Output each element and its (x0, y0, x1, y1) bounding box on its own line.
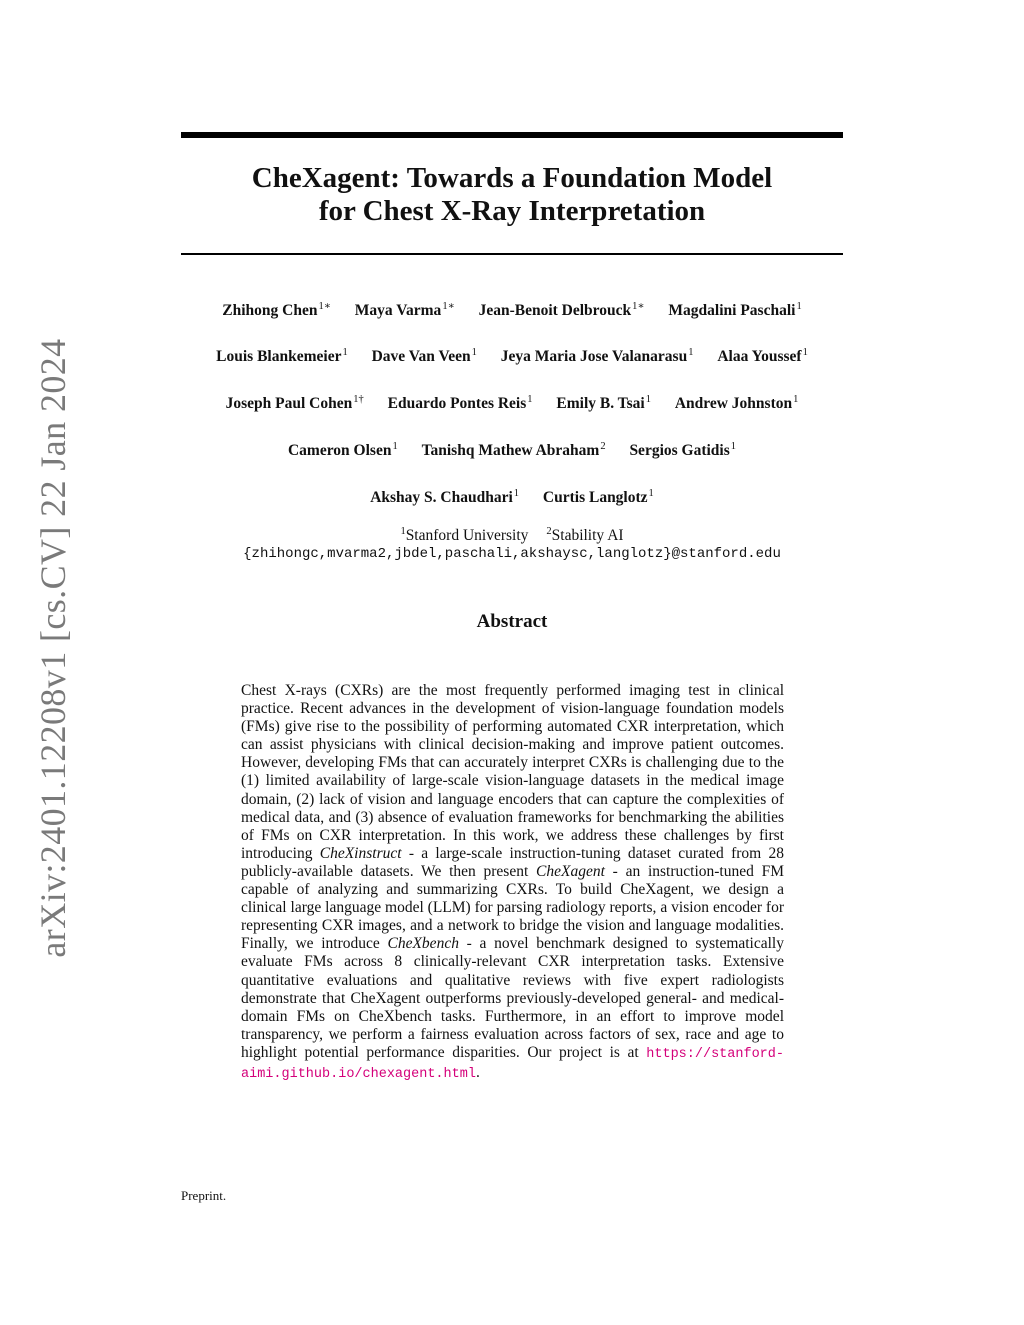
author-row-3 (181, 394, 843, 413)
affiliation-stability: Stability AI (551, 527, 624, 545)
author: Dave Van Veen$^1$ (371, 347, 477, 366)
author: Joseph Paul Cohen$^{1\dagger}$ (225, 394, 364, 413)
author: Akshay S. Chaudhari$^1$ (370, 488, 520, 507)
author: Eduardo Pontes Reis$^1$ (387, 394, 533, 413)
author-row-5 (181, 488, 843, 507)
author: Sergios Gatidis$^1$ (629, 441, 737, 460)
benchmark-name-chexbench: CheXbench (387, 935, 459, 953)
author-row-1 (181, 300, 843, 320)
author-emails: {zhihongc,mvarma2,jbdel,paschali,akshaysc,langlotz}@stanford.edu (243, 546, 781, 562)
author: Louis Blankemeier$^1$ (216, 347, 348, 366)
author: Alaa Youssef$^1$ (717, 347, 808, 366)
preprint-footer: Preprint. (181, 1188, 227, 1203)
affiliations: $^1$Stanford University $^2$Stability AI (400, 526, 624, 545)
affiliation-stanford: Stanford University (405, 527, 529, 545)
author: Andrew Johnston$^1$ (674, 394, 799, 413)
dataset-name-chexinstruct: CheXinstruct (319, 844, 402, 862)
author: Magdalini Paschali$^1$ (668, 301, 802, 320)
author: Zhihong Chen$^{1∗}$ (222, 301, 331, 320)
title-line-2: for Chest X-Ray Interpretation (318, 195, 706, 227)
author: Curtis Langlotz$^1$ (542, 488, 654, 507)
title-top-rule (181, 132, 843, 138)
author-row-4 (181, 441, 843, 460)
title-bottom-rule (181, 253, 843, 255)
model-name-chexagent: CheXagent (536, 862, 605, 880)
abstract-heading: Abstract (476, 611, 548, 632)
title-line-1: CheXagent: Towards a Foundation Model (251, 162, 773, 194)
paper-title (181, 162, 843, 228)
author: Jean-Benoit Delbrouck$^{1∗}$ (478, 301, 645, 320)
author-row-2 (181, 347, 843, 366)
author: Emily B. Tsai$^1$ (556, 394, 651, 413)
author: Maya Varma$^{1∗}$ (354, 301, 455, 320)
project-link[interactable]: https://stanford-aimi.github.io/chexagent.html (241, 1046, 784, 1082)
author: Cameron Olsen$^1$ (287, 441, 398, 460)
author: Jeya Maria Jose Valanarasu$^1$ (500, 347, 694, 366)
abstract-text: Chest X-rays (CXRs) are the most frequently performed imaging test in clinical practice. Recent advances in the development of vision-language foundation models (FMs) give rise to the possibility of performing automated CXR interpretation, which can assist physicians with clinical decision-making and improve patient outcomes. However, developing FMs that can accurately interpret CXRs is challenging due to the (1) limited availability of large-scale vision-language datasets in the medical image domain, (2) lack of vision and language encoders that can capture the complexities of medical data, and (3) absence of evaluation frameworks for benchmarking the abilities of FMs on CXR interpretation. In this work, we address these challenges by first introducing CheXinstruct - a large-scale instruction-tuning dataset curated from 28 publicly-available datasets. We then present CheXagent - an instruction-tuned FM capable of analyzing and summarizing CXRs. To build CheXagent, we design a clinical large language model (LLM) for parsing radiology reports, a vision encoder for representing CXR images, and a network to bridge the vision and language modalities. Finally, we introduce CheXbench - a novel benchmark designed to systematically evaluate FMs across 8 clinically-relevant CXR interpretation tasks. Extensive quantitative evaluations and qualitative reviews with five expert radiologists demonstrate that CheXagent outperforms previously-developed general- and medical-domain FMs on CheXbench tasks. Furthermore, in an effort to improve model transparency, we perform a fairness evaluation across factors of sex, race and age to highlight potential performance disparities. Our project is at https://stanford-aimi.github.io/chexagent.html. (241, 682, 784, 1082)
author: Tanishq Mathew Abraham$^2$ (421, 441, 606, 460)
arxiv-identifier: arXiv:2401.12208v1 [cs.CV] 22 Jan 2024 (33, 338, 73, 958)
